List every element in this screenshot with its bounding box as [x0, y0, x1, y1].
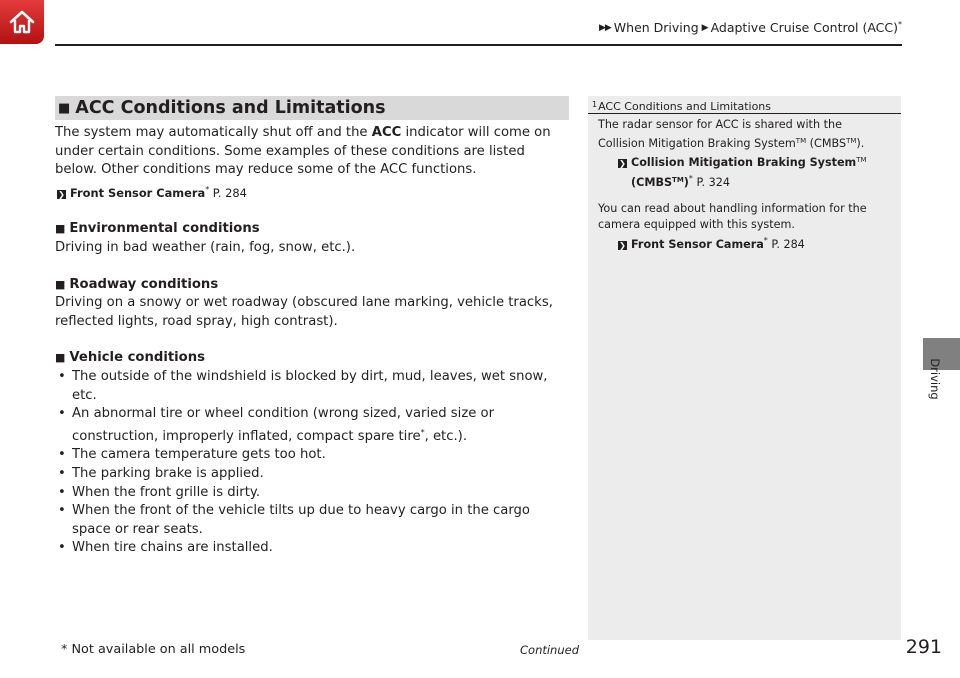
- acc-label: ACC: [371, 125, 402, 140]
- breadcrumb-arrow-icon: ▶: [701, 22, 708, 33]
- square-bullet-icon: ■: [55, 277, 66, 291]
- chapter-label: Driving: [928, 358, 942, 400]
- sidebar-note: [588, 96, 901, 640]
- reference-arrow-icon: ❯: [619, 159, 626, 168]
- section-header: [55, 96, 569, 120]
- asterisk: *: [898, 20, 902, 29]
- breadcrumb-arrow-icon: ▶▶: [598, 22, 611, 33]
- reference-arrow-icon: ❯: [58, 189, 65, 199]
- reference-arrow-icon: ❯: [619, 241, 626, 250]
- intro-paragraph: The system may automatically shut off and the ACC indicator will come on under certain conditions. Some examples of these conditions are listed below. Other conditions may reduce some of the ACC functions.: [55, 125, 551, 178]
- cross-reference-front-sensor-camera[interactable]: ❯ Front Sensor Camera* P. 284: [58, 184, 247, 200]
- list-item: • When the front of the vehicle tilts up due to heavy cargo in the cargo space or rear seats.: [55, 502, 570, 539]
- list-item: • The outside of the windshield is blocked by dirt, mud, leaves, wet snow, etc.: [55, 368, 570, 405]
- vehicle-conditions-list: [55, 368, 570, 558]
- environmental-text: Driving in bad weather (rain, fog, snow, etc.).: [55, 239, 356, 255]
- cross-reference-front-sensor-camera[interactable]: ❯ Front Sensor Camera* P. 284: [619, 236, 805, 251]
- environmental-heading: ■ Environmental conditions: [55, 221, 260, 237]
- square-bullet-icon: ■: [58, 100, 71, 116]
- list-item: • An abnormal tire or wheel condition (wrong sized, varied size or construction, improperly inflated, compact spare tire*, etc.).: [55, 405, 570, 446]
- roadway-heading: ■ Roadway conditions: [55, 276, 219, 292]
- footnote: * Not available on all models: [61, 642, 246, 657]
- breadcrumb: [599, 20, 902, 35]
- list-item: • When tire chains are installed.: [55, 539, 570, 558]
- square-bullet-icon: ■: [55, 351, 66, 365]
- header-rule: [55, 44, 902, 46]
- sidebar-paragraph: You can read about handling information for the camera equipped with this system.: [598, 202, 867, 231]
- breadcrumb-item-acc[interactable]: Adaptive Cruise Control (ACC)*: [710, 20, 902, 35]
- page-number: 291: [905, 636, 942, 658]
- cross-reference-cmbs[interactable]: ❯ Collision Mitigation Braking System™ (CMBS™)* P. 324: [619, 156, 867, 189]
- main-content: [55, 124, 570, 558]
- sidebar-title: $^1$ACC Conditions and Limitations: [588, 96, 901, 114]
- square-bullet-icon: ■: [55, 222, 66, 236]
- section-title: ACC Conditions and Limitations: [75, 98, 386, 118]
- roadway-text: Driving on a snowy or wet roadway (obscured lane marking, vehicle tracks, reflected lights, road spray, high contrast).: [55, 295, 553, 329]
- home-button[interactable]: [0, 0, 44, 44]
- list-item: • When the front grille is dirty.: [55, 484, 570, 503]
- continued-label: Continued: [520, 643, 580, 657]
- list-item: • The camera temperature gets too hot.: [55, 446, 570, 465]
- home-icon: [7, 7, 37, 37]
- sidebar-paragraph: The radar sensor for ACC is shared with the Collision Mitigation Braking System™ (CMBS™).: [598, 118, 865, 150]
- breadcrumb-item-when-driving[interactable]: When Driving: [613, 20, 699, 35]
- list-item: • The parking brake is applied.: [55, 465, 570, 484]
- vehicle-heading: ■ Vehicle conditions: [55, 350, 205, 366]
